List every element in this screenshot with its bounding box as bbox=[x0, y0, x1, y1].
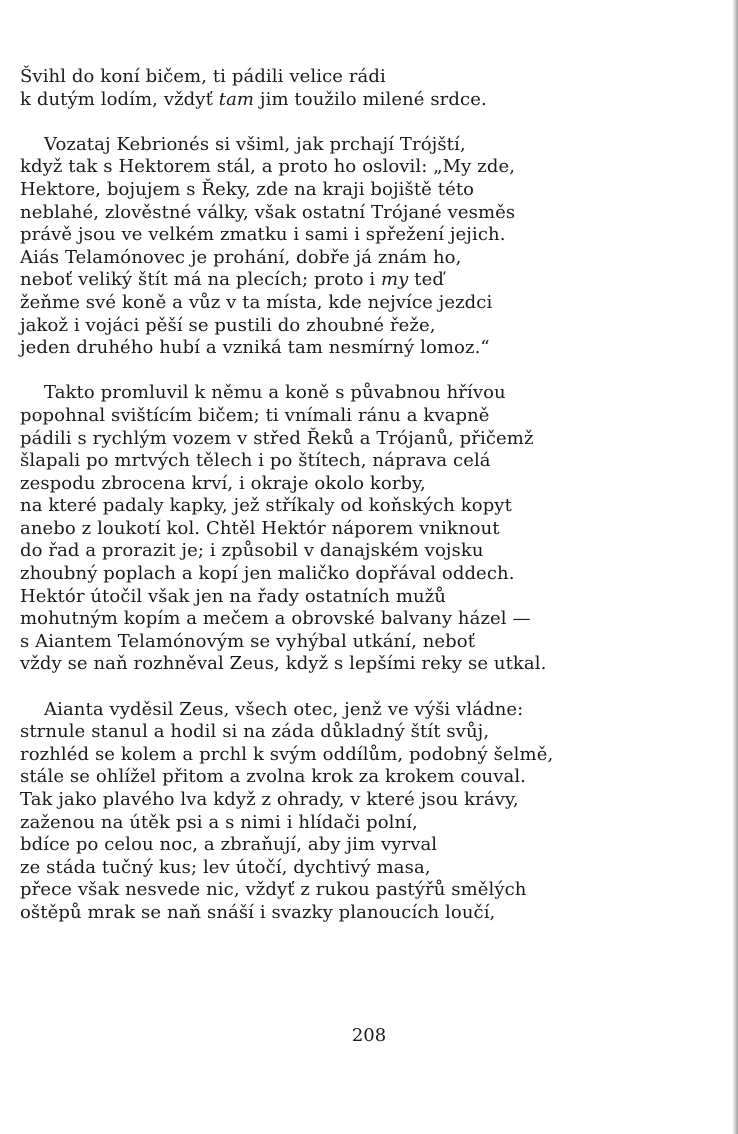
verse-line: šlapali po mrtvých tělech i po štítech, náprava celá bbox=[20, 450, 491, 472]
verse-line: stále se ohlížel přitom a zvolna krok za krokem couval. bbox=[20, 766, 526, 788]
verse-line: bdíce po celou noc, a zbraňují, aby jim vyrval bbox=[20, 834, 438, 856]
verse-line: jeden druhého hubí a vzniká tam nesmírný lomoz.“ bbox=[20, 337, 490, 359]
verse-line: přece však nesvede nic, vždyť z rukou pastýřů smělých bbox=[20, 879, 527, 901]
verse-line: jakož i vojáci pěší se pustili do zhoubné řeže, bbox=[20, 314, 436, 336]
verse-line: Vozataj Kebrionés si všiml, jak prchají Trójští, bbox=[44, 133, 466, 155]
verse-line: Švihl do koní bičem, ti pádili velice rádi bbox=[20, 66, 386, 87]
verse-line: Aianta vyděsil Zeus, všech otec, jenž ve výši vládne: bbox=[44, 698, 524, 720]
verse-line: popohnal svištícím bičem; ti vnímali ránu a kvapně bbox=[20, 404, 490, 426]
verse-line: ze stáda tučný kus; lev útočí, dychtivý masa, bbox=[20, 856, 431, 878]
verse-line: na které padaly kapky, jež stříkaly od koňských kopyt bbox=[20, 495, 512, 517]
verse-line: pádili s rychlým vozem v střed Řeků a Trójanů, přičemž bbox=[20, 427, 534, 449]
verse-line: k dutým lodím, vždyť tam jim toužilo milené srdce. bbox=[20, 88, 487, 110]
page-edge-shadow bbox=[732, 0, 738, 1134]
verse-line: Hektore, bojujem s Řeky, zde na kraji bojiště této bbox=[20, 178, 475, 200]
verse-line: neblahé, zlověstné války, však ostatní Trójané vesměs bbox=[20, 201, 516, 223]
verse-line: vždy se naň rozhněval Zeus, když s lepšími reky se utkal. bbox=[20, 653, 547, 675]
verse-line: Tak jako plavého lva když z ohrady, v které jsou krávy, bbox=[20, 789, 519, 810]
verse-line: zhoubný poplach a kopí jen maličko dopřával oddech. bbox=[20, 563, 515, 585]
verse-line: žeňme své koně a vůz v ta místa, kde nejvíce jezdci bbox=[20, 291, 493, 313]
emphasis: tam bbox=[218, 88, 255, 110]
stanza-gap bbox=[20, 360, 720, 383]
stanza-gap bbox=[20, 111, 720, 134]
verse-line: Aiás Telamónovec je prohání, dobře já znám ho, bbox=[20, 246, 462, 268]
page-number: 208 bbox=[351, 1025, 387, 1046]
verse-line: strnule stanul a hodil si na záda důkladný štít svůj, bbox=[20, 721, 490, 743]
verse-line: právě jsou ve velkém zmatku i sami i spřežení jejich. bbox=[20, 224, 506, 246]
verse-line: anebo z loukotí kol. Chtěl Hektór náporem vniknout bbox=[20, 517, 500, 539]
verse-line: rozhléd se kolem a prchl k svým oddílům, podobný šelmě, bbox=[20, 743, 554, 765]
verse-line: Takto promluvil k němu a koně s půvabnou hřívou bbox=[44, 382, 506, 404]
verse-line: neboť veliký štít má na plecích; proto i my teď bbox=[20, 269, 444, 291]
verse-line: s Aiantem Telamónovým se vyhýbal utkání, neboť bbox=[20, 630, 476, 652]
verse-line: mohutným kopím a mečem a obrovské balvany házel — bbox=[20, 608, 531, 630]
verse-line: do řad a prorazit je; i způsobil v danajském vojsku bbox=[20, 540, 484, 562]
stanza-gap bbox=[20, 676, 720, 699]
verse-line: když tak s Hektorem stál, a proto ho oslovil: „My zde, bbox=[20, 156, 516, 178]
poem-text bbox=[20, 66, 720, 925]
verse-line: Hektór útočil však jen na řady ostatních mužů bbox=[20, 585, 446, 607]
emphasis: my bbox=[381, 269, 409, 291]
verse-line: zaženou na útěk psi a s nimi i hlídači polní, bbox=[20, 811, 418, 833]
verse-line: zespodu zbrocena krví, i okraje okolo korby, bbox=[20, 472, 426, 494]
verse-line: oštěpů mrak se naň snáší i svazky planoucích loučí, bbox=[20, 901, 496, 923]
